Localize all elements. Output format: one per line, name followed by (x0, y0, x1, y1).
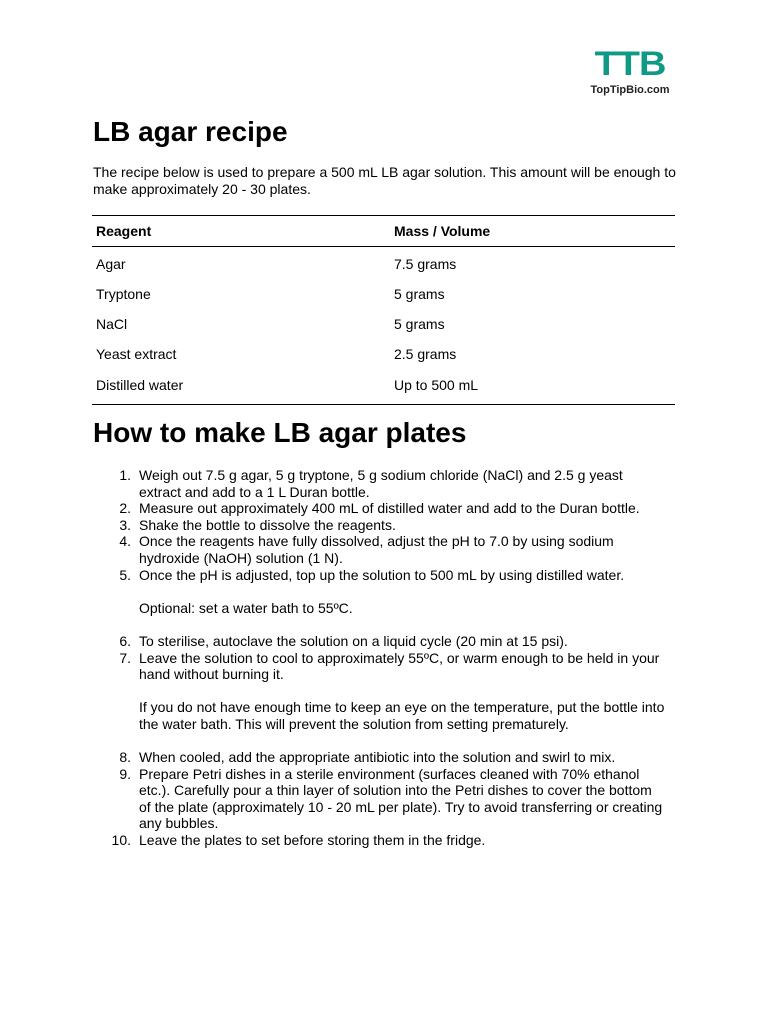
header-mass-volume: Mass / Volume (394, 223, 491, 239)
reagent-cell: NaCl (96, 316, 128, 332)
step-text: Weigh out 7.5 g agar, 5 g tryptone, 5 g sodium chloride (NaCl) and 2.5 g yeast extract and add to a 1 L Duran bottle. (139, 467, 623, 500)
step-number: 2. (119, 500, 131, 517)
list-item (107, 650, 667, 733)
step-text: Once the reagents have fully dissolved, adjust the pH to 7.0 by using sodium hydroxide (NaOH) solution (1 N). (139, 533, 614, 566)
header-reagent: Reagent (96, 223, 152, 239)
step-text: When cooled, add the appropriate antibiotic into the solution and swirl to mix. (139, 749, 616, 766)
reagent-cell: Tryptone (96, 286, 151, 302)
step-text: Measure out approximately 400 mL of distilled water and add to the Duran bottle. (139, 500, 640, 517)
step-number: 7. (119, 649, 131, 666)
recipe-title: LB agar recipe (93, 116, 288, 147)
list-item (107, 467, 667, 500)
list-item (107, 832, 667, 849)
list-item (107, 766, 667, 832)
step-number: 3. (119, 516, 131, 533)
logo-site-name: TopTipBio.com (590, 84, 670, 96)
amount-cell: Up to 500 mL (394, 376, 479, 393)
method-title: How to make LB agar plates (93, 417, 467, 448)
step-text: Leave the plates to set before storing them in the fridge. (139, 832, 486, 849)
list-item (107, 533, 667, 566)
list-item (107, 567, 667, 617)
table-row (92, 309, 675, 339)
amount-cell: 7.5 grams (394, 256, 457, 272)
step-number: 9. (119, 765, 131, 782)
amount-cell: 2.5 grams (394, 346, 457, 362)
reagent-cell: Distilled water (96, 376, 184, 393)
table-row (92, 339, 675, 369)
step-text: Leave the solution to cool to approximately 55ºC, or warm enough to be held in your hand without burning it. (139, 649, 660, 683)
step-note: Optional: set a water bath to 55ºC. (139, 599, 353, 616)
step-note: If you do not have enough time to keep an eye on the temperature, put the bottle into the water bath. This will prevent the solution from setting prematurely. (139, 699, 665, 732)
reagent-cell: Yeast extract (96, 346, 177, 362)
step-number: 1. (119, 467, 131, 483)
step-text: Prepare Petri dishes in a sterile environment (surfaces cleaned with 70% ethanol etc.). Carefully pour a thin layer of solution into the Petri dishes to cover the bottom of the plate (approximately 10 - 20 mL per plate). Try to avoid transferring or creating any bubbles. (139, 765, 663, 832)
recipe-intro: The recipe below is used to prepare a 500 mL LB agar solution. This amount will be enough to make approximately 20 - 30 plates. (93, 164, 676, 197)
table-row (92, 279, 675, 309)
step-number: 8. (119, 749, 131, 766)
step-text: Shake the bottle to dissolve the reagents. (139, 516, 396, 533)
step-text: To sterilise, autoclave the solution on a liquid cycle (20 min at 15 psi). (139, 632, 568, 649)
reagent-cell: Agar (96, 256, 126, 272)
amount-cell: 5 grams (394, 286, 445, 302)
step-text: Once the pH is adjusted, top up the solution to 500 mL by using distilled water. (139, 566, 625, 583)
logo-mark: TTB (594, 45, 666, 83)
step-number: 4. (119, 533, 131, 550)
ttb-logo (584, 46, 676, 97)
method-steps-list (107, 467, 667, 849)
table-row (92, 369, 675, 405)
recipe-table (92, 215, 675, 405)
list-item (107, 517, 667, 534)
table-header-row (92, 216, 675, 247)
step-number: 6. (119, 632, 131, 649)
table-row (92, 247, 675, 280)
step-number: 10. (111, 832, 131, 849)
step-number: 5. (119, 566, 131, 583)
list-item (107, 500, 667, 517)
list-item (107, 633, 667, 650)
amount-cell: 5 grams (394, 316, 445, 332)
list-item (107, 749, 667, 766)
